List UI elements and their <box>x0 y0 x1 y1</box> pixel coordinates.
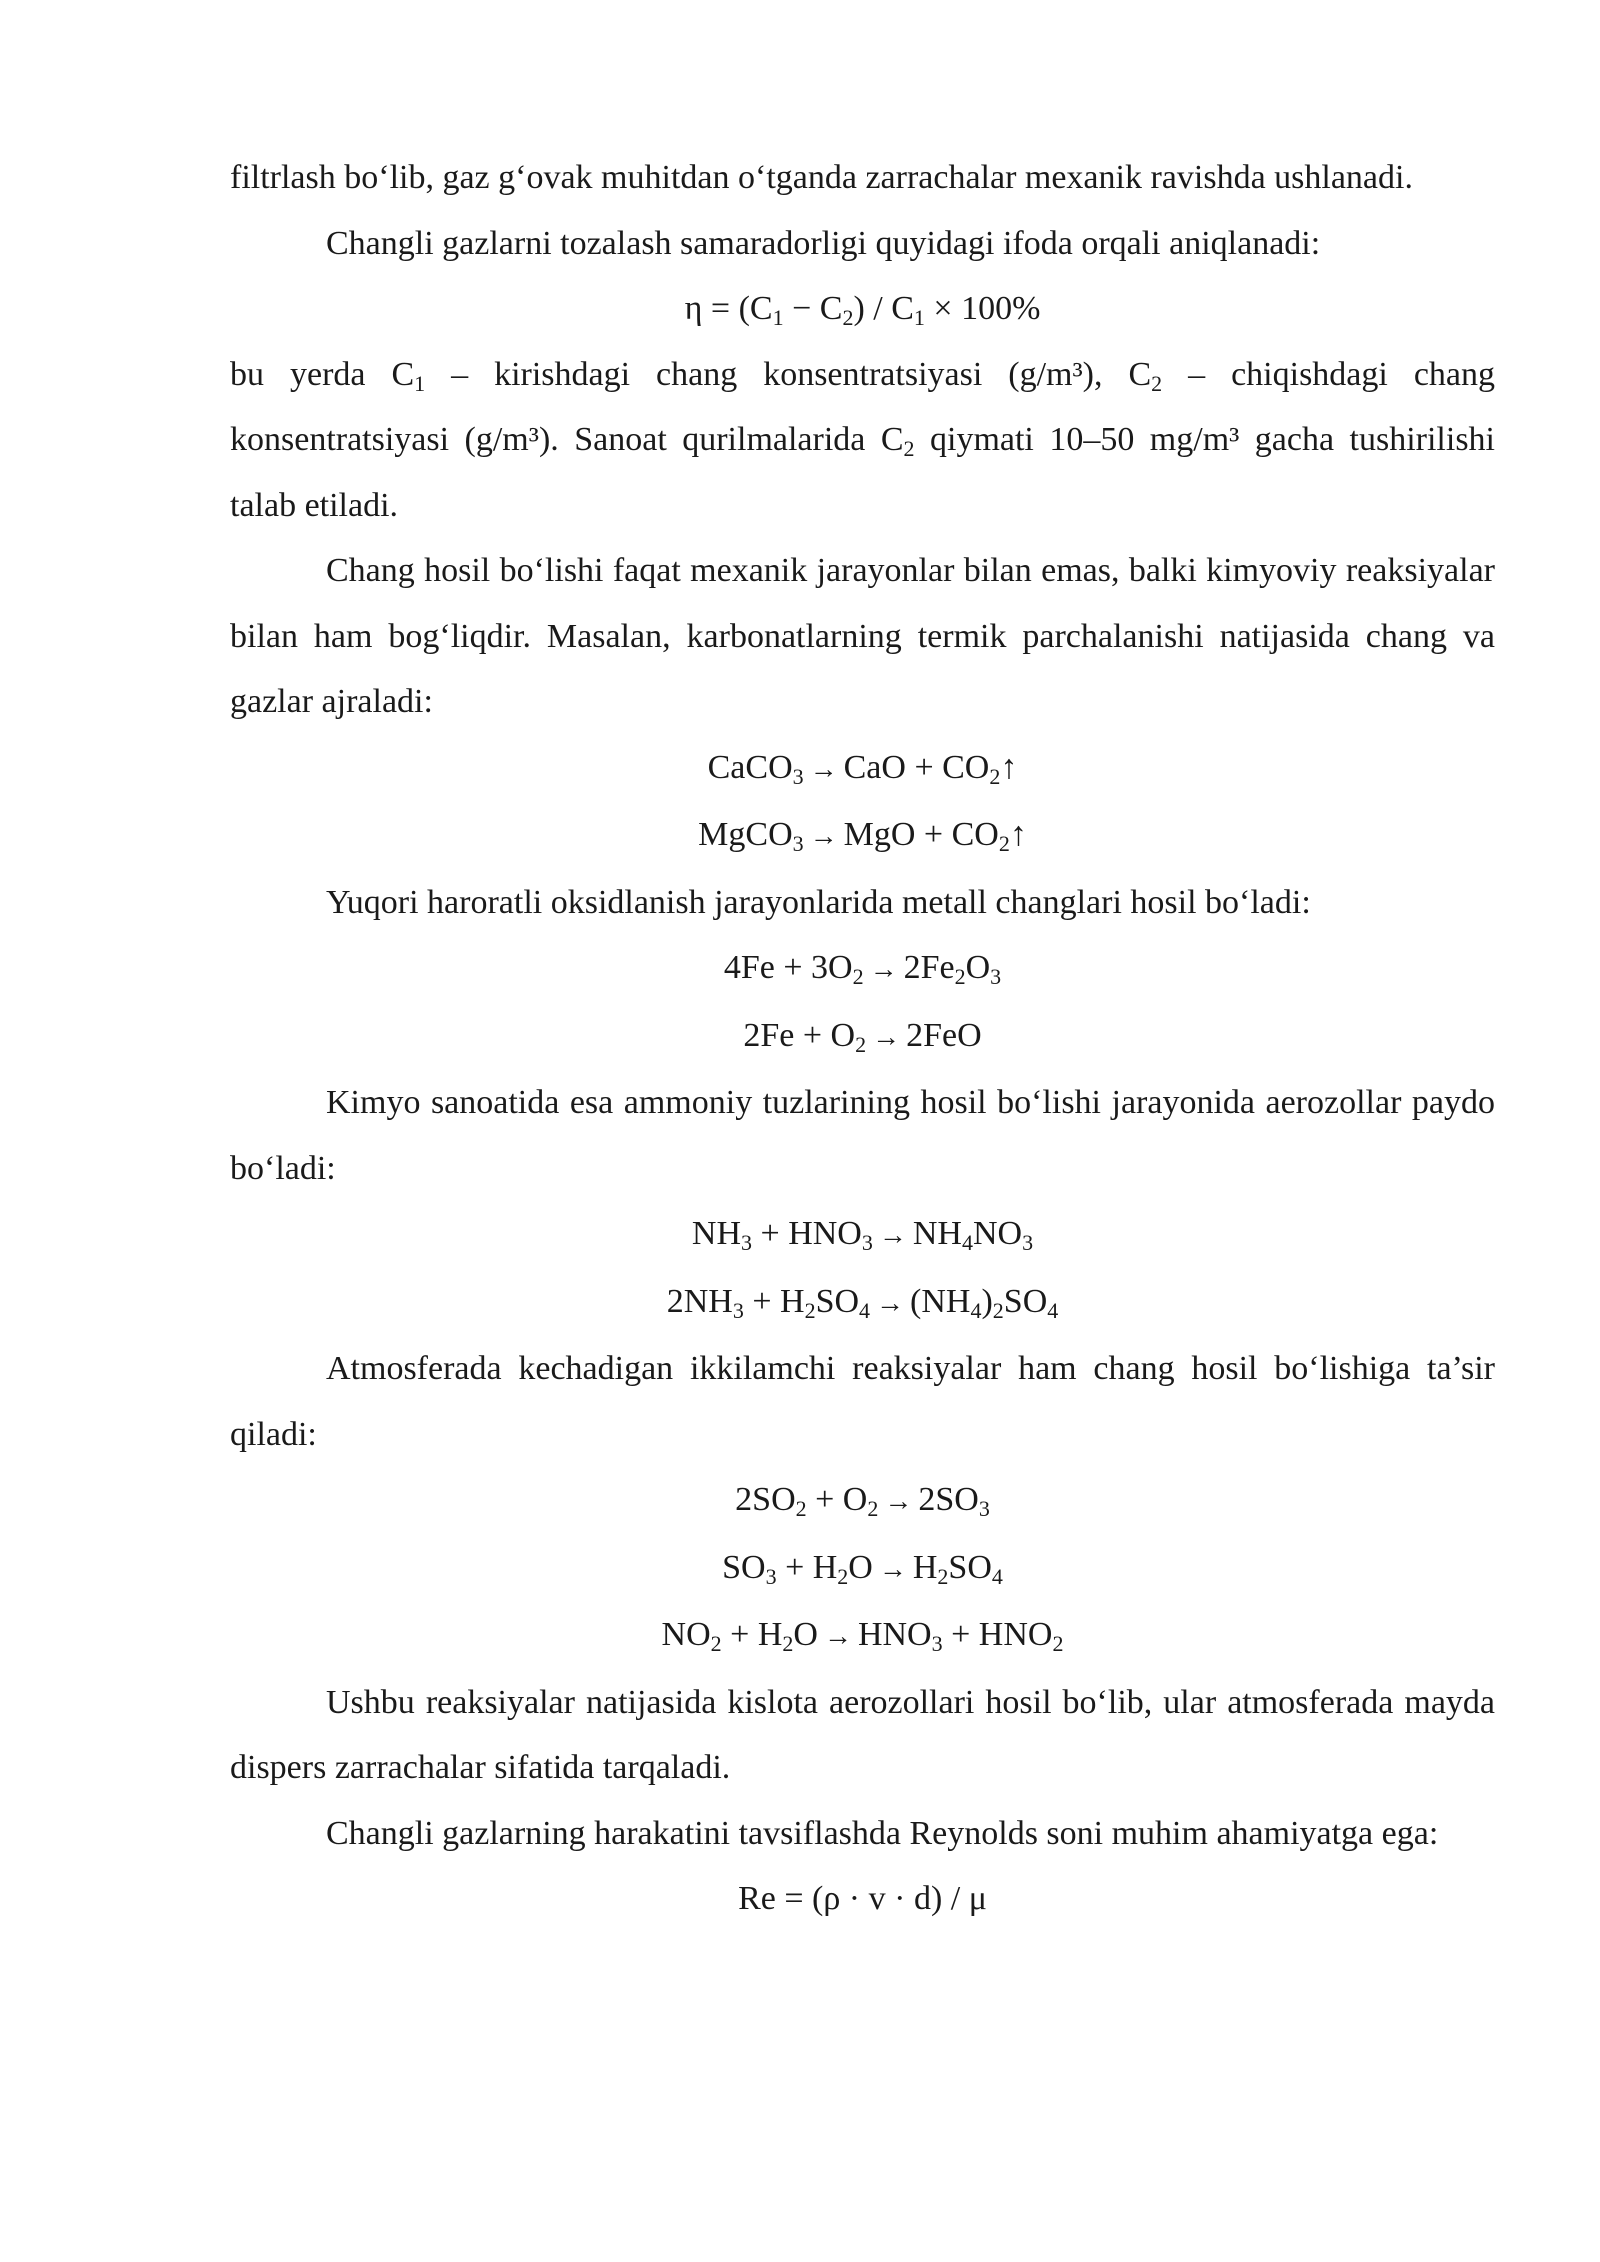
reaction-arrow-icon: → <box>878 1553 907 1585</box>
subscript: 3 <box>990 964 1002 989</box>
subscript: 3 <box>978 1496 990 1521</box>
equation-term: 2NH <box>666 1282 733 1320</box>
reaction-arrow-icon: → <box>876 1287 905 1319</box>
paragraph-chemical-reactions: Chang hosil bo‘lishi faqat mexanik jarayonlar bilan emas, balki kimyoviy reaksiyalar bilan ham bog‘liqdir. Masalan, karbonatlarning termik parchalanishi natijasida chang va gazlar ajraladi: <box>230 552 1495 720</box>
subscript: 2 <box>710 1631 722 1656</box>
equation-term: − C <box>783 290 843 327</box>
equation-nh4no3 <box>230 1201 1495 1269</box>
equation-term: SO <box>1003 1282 1048 1320</box>
equation-term: O <box>965 949 991 986</box>
subscript: 2 <box>837 1563 849 1589</box>
text-segment: bu yerda C <box>230 355 415 393</box>
equation-term: + HNO <box>752 1215 862 1252</box>
subscript: 1 <box>772 305 784 330</box>
equation-term: + H <box>721 1616 783 1653</box>
equation-term: SO <box>722 1548 766 1586</box>
equation-efficiency <box>230 276 1495 342</box>
paragraph-definitions <box>230 342 1495 539</box>
equation-term: 2FeO <box>906 1016 982 1054</box>
subscript: 1 <box>414 370 426 396</box>
subscript: 2 <box>855 1031 867 1057</box>
paragraph-reynolds-intro: Changli gazlarning harakatini tavsiflashda Reynolds soni muhim ahamiyatga ega: <box>326 1814 1439 1852</box>
reaction-arrow-icon: → <box>869 954 898 985</box>
equation-term: 4Fe + 3O <box>723 949 853 986</box>
reaction-arrow-icon: → <box>809 753 838 785</box>
subscript: 4 <box>859 1297 871 1323</box>
subscript: 1 <box>913 305 925 330</box>
equation-term: NO <box>661 1616 711 1653</box>
equation-feo <box>230 1003 1495 1071</box>
equation-term: CaCO <box>707 748 793 786</box>
equation-mgco3 <box>230 802 1495 870</box>
equation-term: (NH <box>910 1282 971 1320</box>
paragraph-oxidation: Yuqori haroratli oksidlanish jarayonlarida metall changlari hosil bo‘ladi: <box>326 883 1311 921</box>
equation-term: η = (C <box>684 290 773 327</box>
equation-term: H <box>912 1548 938 1586</box>
equation-term: SO <box>815 1282 860 1320</box>
subscript: 4 <box>1047 1297 1059 1323</box>
equation-nh4so4 <box>230 1269 1495 1337</box>
equation-term: + O <box>806 1481 868 1518</box>
equation-term: ↑ <box>1009 816 1027 853</box>
equation-term: Re = (ρ · v · d) / μ <box>738 1880 987 1917</box>
equation-term: NH <box>691 1215 742 1252</box>
paragraph-filtration: filtrlash bo‘lib, gaz g‘ovak muhitdan o‘tganda zarrachalar mexanik ravishda ushlanadi. <box>230 159 1413 196</box>
subscript: 2 <box>804 1297 816 1323</box>
subscript: 3 <box>765 1563 777 1589</box>
subscript: 3 <box>1022 1230 1034 1255</box>
reaction-arrow-icon: → <box>884 1486 913 1517</box>
equation-term: O <box>848 1548 873 1586</box>
equation-term: + H <box>743 1282 805 1320</box>
subscript: 4 <box>970 1297 982 1323</box>
subscript: 2 <box>903 436 915 461</box>
document-page <box>230 145 1495 1932</box>
equation-caco3 <box>230 735 1495 803</box>
equation-term: MgO + CO <box>843 816 999 853</box>
equation-term: CaO + CO <box>843 748 990 786</box>
subscript: 2 <box>842 305 854 330</box>
equation-term: O <box>793 1616 818 1653</box>
subscript: 2 <box>795 1496 807 1521</box>
equation-term: HNO <box>857 1616 932 1653</box>
paragraph-acid-aerosols: Ushbu reaksiyalar natijasida kislota aerozollari hosil bo‘lib, ular atmosferada mayda dispers zarrachalar sifatida tarqaladi. <box>230 1683 1495 1786</box>
text-segment: – kirishdagi chang konsentratsiyasi (g/m³), C <box>425 355 1152 393</box>
subscript: 3 <box>861 1230 873 1255</box>
paragraph-atmosphere: Atmosferada kechadigan ikkilamchi reaksiyalar ham chang hosil bo‘lishiga ta’sir qiladi: <box>230 1350 1495 1453</box>
equation-so3 <box>230 1467 1495 1535</box>
subscript: 2 <box>852 964 864 989</box>
equation-term: 2SO <box>918 1481 979 1518</box>
equation-term: × 100% <box>924 290 1041 327</box>
equation-term: MgCO <box>698 816 793 853</box>
subscript: 3 <box>792 831 804 856</box>
reaction-arrow-icon: → <box>872 1021 901 1053</box>
equation-hno3 <box>230 1602 1495 1670</box>
reaction-arrow-icon: → <box>809 821 838 852</box>
subscript: 2 <box>989 763 1001 789</box>
text-segment: qiymati 10–50 mg/m³ gacha tushirilishi talab etiladi. <box>230 421 1495 524</box>
text-segment: – chiqishdagi chang konsentratsiyasi (g/m³). Sanoat qurilmalarida C <box>230 355 1495 458</box>
equation-fe2o3 <box>230 935 1495 1003</box>
subscript: 2 <box>992 1297 1004 1323</box>
equation-term: + HNO <box>942 1616 1053 1653</box>
equation-term: 2SO <box>735 1481 796 1518</box>
subscript: 4 <box>991 1563 1003 1589</box>
equation-term: ) / C <box>853 290 914 327</box>
equation-term: ↑ <box>1000 748 1018 786</box>
subscript: 3 <box>931 1631 943 1656</box>
subscript: 3 <box>792 763 804 789</box>
equation-term: ) <box>981 1282 993 1320</box>
subscript: 2 <box>867 1496 879 1521</box>
equation-h2so4 <box>230 1535 1495 1603</box>
subscript: 2 <box>782 1631 794 1656</box>
equation-term: SO <box>948 1548 992 1586</box>
equation-reynolds <box>230 1866 1495 1932</box>
equation-term: 2Fe + O <box>743 1016 856 1054</box>
equation-term: + H <box>776 1548 838 1586</box>
equation-term: NH <box>912 1215 962 1252</box>
subscript: 2 <box>937 1563 949 1589</box>
subscript: 4 <box>961 1230 973 1255</box>
subscript: 2 <box>998 831 1010 856</box>
equation-term: NO <box>972 1215 1023 1252</box>
equation-term: 2Fe <box>903 949 955 986</box>
subscript: 2 <box>954 964 966 989</box>
reaction-arrow-icon: → <box>823 1621 852 1652</box>
subscript: 2 <box>1052 1631 1064 1656</box>
subscript: 3 <box>741 1230 753 1255</box>
subscript: 3 <box>732 1297 744 1323</box>
paragraph-ammonium: Kimyo sanoatida esa ammoniy tuzlarining hosil bo‘lishi jarayonida aerozollar paydo bo‘ladi: <box>230 1084 1495 1187</box>
paragraph-efficiency-intro: Changli gazlarni tozalash samaradorligi quyidagi ifoda orqali aniqlanadi: <box>326 224 1321 262</box>
reaction-arrow-icon: → <box>878 1220 907 1251</box>
subscript: 2 <box>1151 370 1163 396</box>
